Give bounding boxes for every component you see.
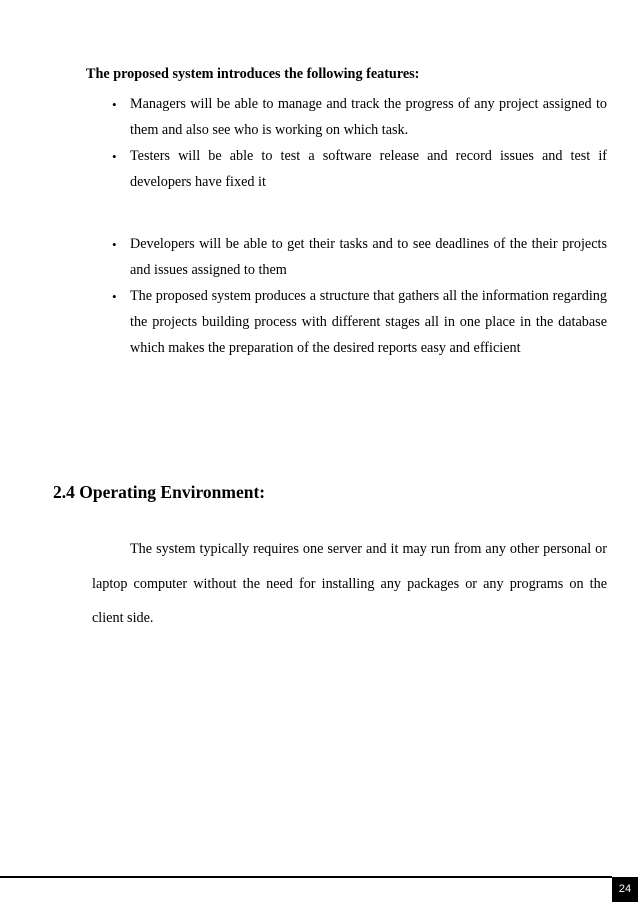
section-number: 2 [53,482,62,502]
feature-item-developers: Developers will be able to get their tasks and to see deadlines of the their projects and issues assigned to them [130,236,607,278]
section-title: .4 Operating Environment: [61,482,266,502]
page-number: 24 [612,877,638,902]
feature-item-testers: Testers will be able to test a software release and record issues and test if developers have fixed it [130,148,607,190]
bullet-icon: • [112,149,117,164]
feature-item-managers: Managers will be able to manage and track the progress of any project assigned to them and also see who is working on which task. [130,96,607,138]
operating-environment-paragraph: The system typically requires one server and it may run from any other personal or laptop computer without the need for installing any packages or any programs on the client side. [92,541,607,626]
bullet-icon: • [112,237,117,252]
footer-rule [0,876,612,878]
bullet-icon: • [112,97,117,112]
bullet-icon: • [112,289,117,304]
section-heading [53,480,265,504]
features-heading: The proposed system introduces the following features: [86,66,420,82]
feature-item-structure: The proposed system produces a structure that gathers all the information regarding the projects building process with different stages all in one place in the database which makes the preparation of the desired reports easy and efficient [130,288,607,356]
